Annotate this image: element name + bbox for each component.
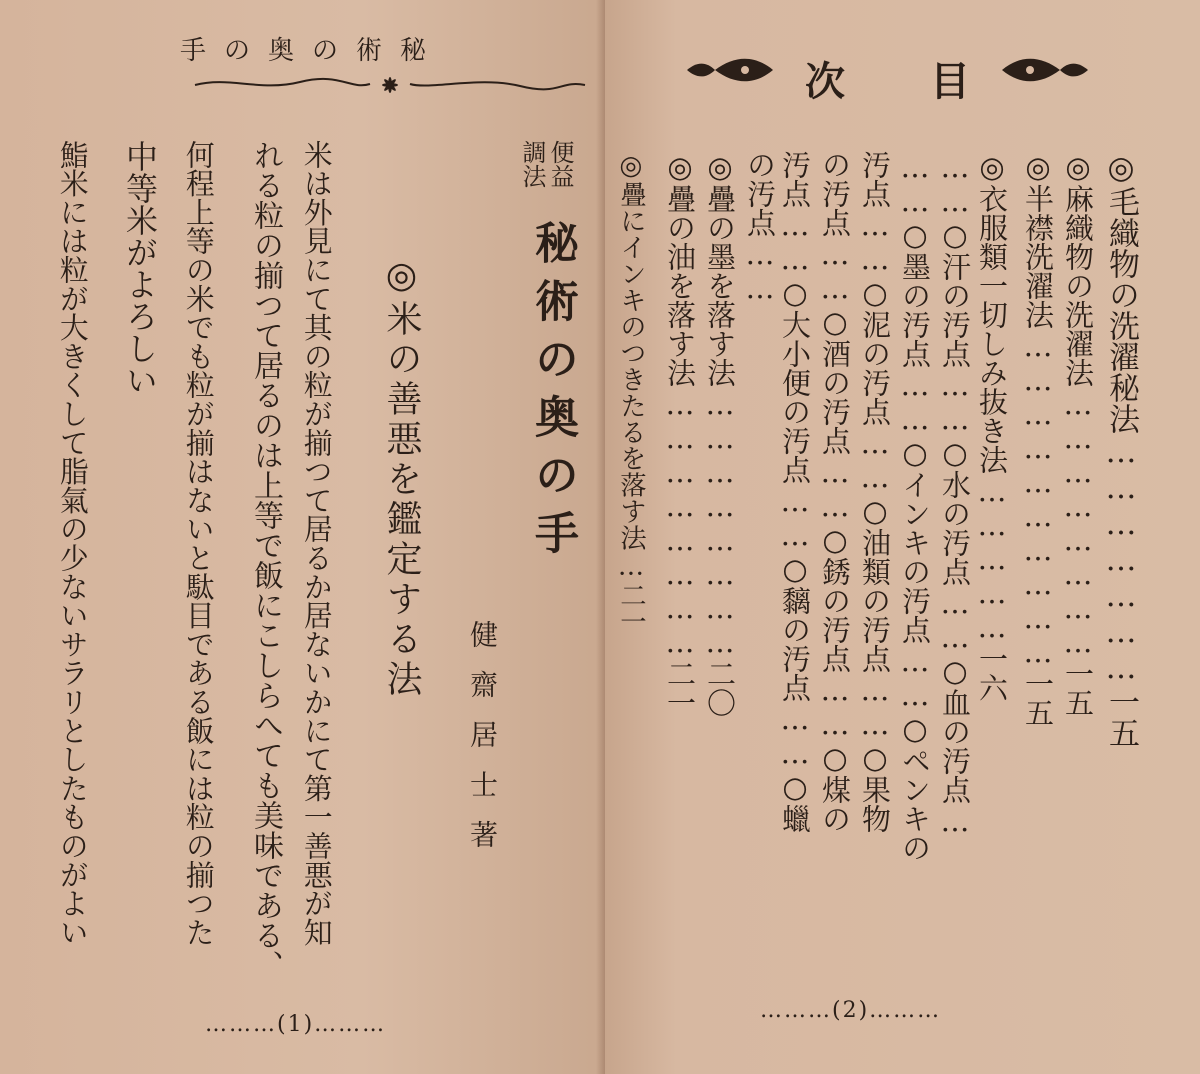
toc-entry-12: ◎疊の油を落す法……………………二一 xyxy=(663,150,697,717)
toc-entry-13: ◎疊にインキのつきたるを落す法…二一 xyxy=(615,150,647,635)
toc-entry-5: ……○汗の汚点……○水の汚点……○血の汚点… xyxy=(938,150,972,838)
toc-entry-10: の汚点…… xyxy=(743,150,777,305)
title-subtitle-2: 調法 xyxy=(518,140,546,188)
body-column-2: れる粒の揃つて居るのは上等で飯にこしらへても美味である、 xyxy=(248,140,283,980)
toc-entry-8: の汚点……○酒の汚点……○銹の汚点……○煤の xyxy=(818,150,852,833)
toc-entry-1: ◎毛織物の洗濯秘法…………………一五 xyxy=(1103,150,1139,748)
body-column-5: 鮨米には粒が大きくして脂氣の少ないサラリとしたものがよい xyxy=(55,140,90,947)
right-page xyxy=(605,0,1200,1074)
title-subtitle-1: 便益 xyxy=(546,140,574,188)
page-number-right: ………(2)……… xyxy=(760,998,942,1023)
book-title: 秘術の奥の手 xyxy=(527,220,578,568)
toc-entry-4: ◎衣服類一切しみ抜き法……………一六 xyxy=(975,150,1009,702)
ornament-rule xyxy=(190,72,590,98)
toc-title-right-char: 目 xyxy=(930,58,970,105)
author: 健齋居士著 xyxy=(466,620,499,870)
toc-entry-7: 汚点……○泥の汚点……○油類の汚点……○果物 xyxy=(858,150,892,833)
section-heading: ◎米の善悪を鑑定する法 xyxy=(381,255,422,700)
body-column-4: 中等米がよろしい xyxy=(121,140,159,396)
toc-title-left-char: 次 xyxy=(805,58,845,105)
toc-entry-2: ◎麻織物の洗濯法……………………一五 xyxy=(1061,150,1095,717)
ornament-left xyxy=(685,45,775,95)
running-head: 手の奥の術秘 xyxy=(180,36,445,66)
ornament-right xyxy=(1000,45,1090,95)
toc-entry-9: 汚点……○大小便の汚点……○黐の汚点……○蠟 xyxy=(778,150,812,833)
body-column-1: 米は外見にて其の粒が揃つて居るか居ないかにて第一善悪が知 xyxy=(299,140,334,947)
page-number-left: ………(1)……… xyxy=(205,1012,387,1037)
toc-entry-11: ◎疊の墨を落す法……………………二〇 xyxy=(703,150,737,717)
toc-entry-3: ◎半襟洗濯法…………………………一五 xyxy=(1021,150,1055,727)
body-column-3: 何程上等の米でも粒が揃はないと駄目である飯には粒の揃つた xyxy=(181,140,216,947)
toc-entry-6: ……○墨の汚点……○インキの汚点……○ペンキの xyxy=(898,150,932,862)
